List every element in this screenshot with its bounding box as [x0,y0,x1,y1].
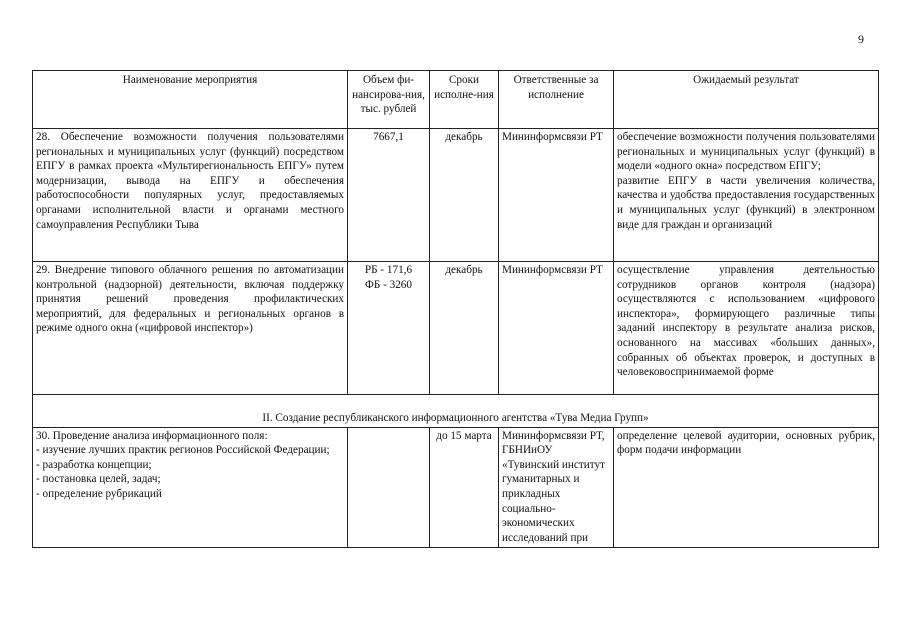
row-28-result: обеспечение возможности получения пользователями региональных и муниципальных услуг (функций) в модели «одного окна» посредством ЕПГУ; развитие ЕПГУ в части увеличения количества, качества и удобства предоставления государственных и муниципальных услуг (функций) в электронном виде для граждан и организаций [614,129,879,262]
header-result: Ожидаемый результат [614,71,879,129]
header-responsible: Ответственные за исполнение [499,71,614,129]
row-29-volume: РБ - 171,6 ФБ - 3260 [348,262,430,395]
table-header-row [33,71,879,129]
section-row [33,395,879,428]
header-volume: Объем фи-нансирова-ния, тыс. рублей [348,71,430,129]
row-30-volume [348,427,430,547]
row-30-name: 30. Проведение анализа информационного поля: - изучение лучших практик регионов Российской Федерации; - разработка концепции; - постановка целей, задач; - определение рубрикаций [33,427,348,547]
row-29-name: 29. Внедрение типового облачного решения по автоматизации контрольной (надзорной) деятельности, включая поддержку принятия решений проведения профилактических мероприятий, для федеральных и региональных органов в режиме одного окна («цифровой инспектор») [33,262,348,395]
row-29-deadline: декабрь [430,262,499,395]
header-deadline: Сроки исполне-ния [430,71,499,129]
row-29-result: осуществление управления деятельностью сотрудников органов контроля (надзора) осуществляются с использованием «цифрового инспектора», формирующего различные типы заданий инспектору в результате анализа рисков, основанного на массивах «больших данных», собранных об объектах проверок, и доступных в человековоспринимаемой форме [614,262,879,395]
row-30-result: определение целевой аудитории, основных рубрик, форм подачи информации [614,427,879,547]
row-30-responsible: Мининформсвязи РТ, ГБНИиОУ «Тувинский институт гуманитарных и прикладных социально-экономических исследований при [499,427,614,547]
row-28-deadline: декабрь [430,129,499,262]
table-row [33,427,879,547]
row-30-deadline: до 15 марта [430,427,499,547]
header-name: Наименование мероприятия [33,71,348,129]
table-row [33,262,879,395]
table-row [33,129,879,262]
row-28-name: 28. Обеспечение возможности получения пользователями региональных и муниципальных услуг (функций) посредством ЕПГУ в рамках проекта «Мультирегиональность ЕПГУ» путем модернизации, вывода на ЕПГУ и обеспечения работоспособности популярных услуг, предоставляемых органами исполнительной власти и органами местного самоуправления Республики Тыва [33,129,348,262]
page-number: 9 [858,32,864,46]
row-28-volume: 7667,1 [348,129,430,262]
section-title: II. Создание республиканского информационного агентства «Тува Медиа Групп» [33,395,879,428]
plan-table [32,70,879,548]
row-28-responsible: Мининформсвязи РТ [499,129,614,262]
row-29-responsible: Мининформсвязи РТ [499,262,614,395]
